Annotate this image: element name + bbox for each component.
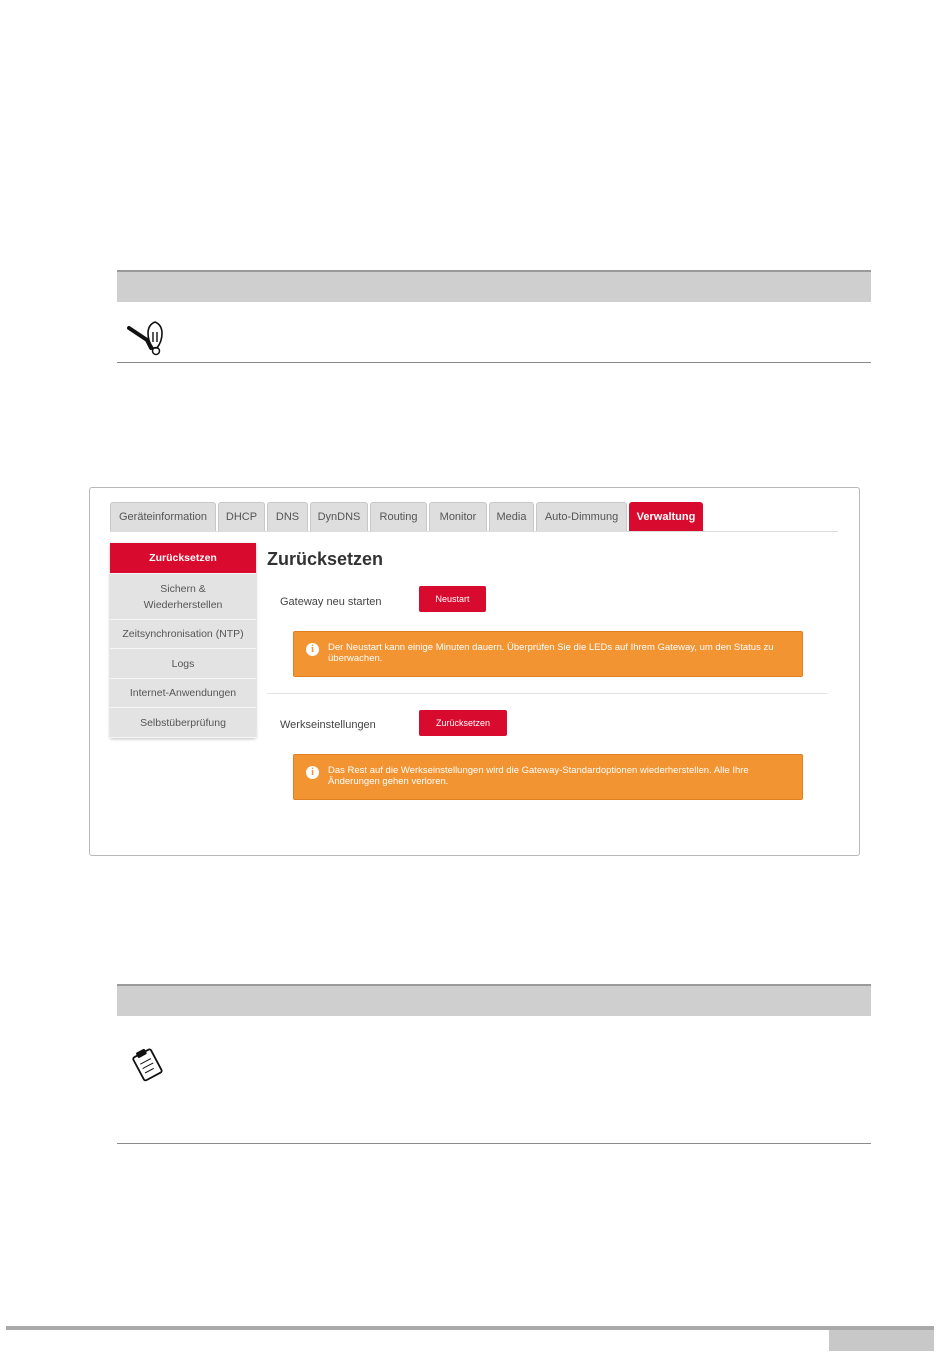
lightbulb-tip-icon [127,318,167,356]
factory-reset-alert-text: Das Rest auf die Werkseinstellungen wird die Gateway-Standardoptionen wiederherstellen. Alle Ihre Änderungen gehen verloren. [328,765,749,787]
router-ui-screenshot [89,487,860,856]
tab-dyndns[interactable]: DynDNS [310,502,368,531]
tab-verwaltung[interactable]: Verwaltung [629,502,703,531]
page-title: Zurücksetzen [267,549,384,569]
tab-monitor[interactable]: Monitor [429,502,487,531]
sidebar-item-logs[interactable] [110,649,256,679]
clipboard-note-icon [127,1046,167,1082]
note-header [117,984,871,1016]
restart-label: Gateway neu starten [280,596,382,608]
section-divider [267,693,827,694]
tab-auto-dimmung[interactable]: Auto-Dimmung [536,502,627,531]
tip-note-header [117,270,871,302]
factory-reset-alert [293,754,803,800]
restart-button[interactable]: Neustart [419,586,486,612]
sidebar-item-internet-anwendungen[interactable] [110,679,256,708]
sidebar-item-label: Selbstüberprüfung [140,716,226,729]
tab-media[interactable]: Media [489,502,534,531]
tab-geraeteinformation[interactable]: Geräteinformation [110,502,216,531]
note-box [117,984,871,1144]
sidebar-item-zeitsynchronisation[interactable] [110,620,256,649]
sidebar-item-sichern-wiederherstellen[interactable] [110,574,256,620]
sidebar-item-label: Zeitsynchronisation (NTP) [122,628,244,640]
footer-rule [6,1326,934,1330]
sidebar-item-label: Zurücksetzen [149,552,217,564]
note-body [117,1016,871,1144]
restart-alert-text: Der Neustart kann einige Minuten dauern. Überprüfen Sie die LEDs auf Ihrem Gateway, um den Status zu überwachen. [328,642,774,664]
sidebar-item-label: Sichern & [160,582,206,595]
info-icon: i [306,643,319,656]
page-number-tab [829,1330,934,1351]
tip-note-box [117,270,871,363]
sidebar-item-selbstueberpruefung[interactable] [110,708,256,738]
sidebar-menu [110,543,256,738]
sidebar-item-zuruecksetzen[interactable] [110,543,256,574]
tip-note-body [117,302,871,363]
tab-routing[interactable]: Routing [370,502,427,531]
info-icon: i [306,766,319,779]
tab-dns[interactable]: DNS [267,502,308,531]
sidebar-item-label: Wiederherstellen [143,598,223,611]
factory-reset-label: Werkseinstellungen [280,719,376,731]
restart-alert [293,631,803,677]
sidebar-item-label: Internet-Anwendungen [129,687,237,699]
sidebar-item-label: Logs [171,657,195,670]
tab-dhcp[interactable]: DHCP [218,502,265,531]
tab-bar [110,500,838,532]
factory-reset-button[interactable]: Zurücksetzen [419,710,507,736]
